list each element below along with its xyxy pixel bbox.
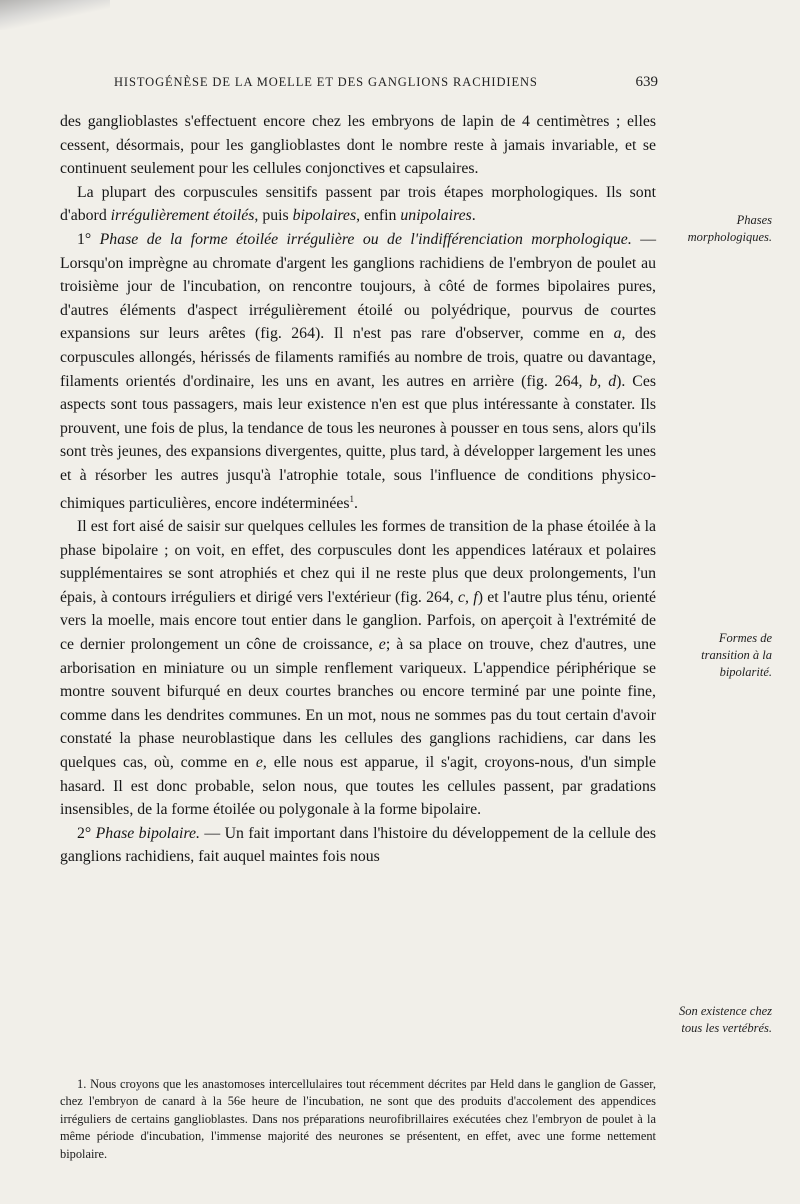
footnote <box>60 1076 656 1163</box>
running-head <box>62 75 658 95</box>
p3-section-title: Phase de la forme étoilée irrégulière ou de l'indifférenciation morphologique. <box>99 230 632 248</box>
p5-number: 2° <box>77 824 96 842</box>
p2-italic-d: bipolaires <box>292 207 357 225</box>
p2-text-c: , puis <box>254 207 293 225</box>
p3-text-f: . <box>354 494 358 512</box>
paragraph-3 <box>60 228 656 515</box>
paragraph-1: des ganglioblastes s'effectuent encore chez les embryons de lapin de 4 centimètres ; elles cessent, désormais, pour les ganglioblastes dont le nombre reste à jamais invariable, et se continuent seulement pour les cellules conjonctives et capsulaires. <box>60 113 656 178</box>
p4-italic-b: c, f <box>458 588 478 606</box>
page-number: 639 <box>635 74 658 90</box>
margin-note-transition: Formes de transition à la bipolarité. <box>701 631 772 679</box>
footnote-marker: 1. <box>77 1077 91 1091</box>
scan-corner-mark <box>0 0 110 30</box>
p4-italic-d: e <box>378 636 386 654</box>
p3-italic-d: b, d <box>589 372 617 390</box>
p5-text-a: — Un fait important dans l'histoire du développement de la cellule des ganglions rachidiens, fait auquel maintes fois nous <box>60 824 657 866</box>
p2-italic-b: irrégulièrement étoilés <box>110 207 255 225</box>
p3-number: 1° <box>77 230 100 248</box>
p5-section-title: Phase bipolaire. <box>95 824 200 842</box>
p3-italic-b: a <box>613 325 622 343</box>
p3-text-a: — Lorsqu'on imprègne au chromate d'argent les ganglions rachidiens de l'embryon de poulet au troisième jour de l'incubation, on rencontre toujours, à côté de formes bipolaires pures, d'autres éléments d'aspect irrégulièrement étoilé ou polyédrique, pourvus de courtes expansions sur leurs arêtes (fig. 264). Il n'est pas rare d'observer, comme en <box>60 230 657 343</box>
p2-italic-f: unipolaires <box>400 207 472 225</box>
main-text <box>60 110 656 869</box>
p4-text-a: Il est fort aisé de saisir sur quelques cellules les formes de transition de la phase étoilée à la phase bipolaire ; on voit, en effet, des corpuscules dont les appendices latéraux et polaires supplémentaires se sont atrophiés et chez qui il ne reste plus que deux prolongements, l'un épais, à contours irréguliers et dirigé vers l'extérieur (fig. 264, <box>60 518 656 606</box>
p3-text-e: ). Ces aspects sont tous passagers, mais leur existence n'en est que plus intéressante à constater. Ils prouvent, une fois de plus, la tendance de tous les neurones à pousser en tous sens, alors qu'ils sont très jeunes, des expansions divergentes, quitte, plus tard, à développer largement les unes et à résorber les autres jusqu'à l'atrophie totale, sous l'influence de conditions physico-chimiques particulières, encore indéterminées <box>60 372 656 512</box>
p3-text-c: , des corpuscules allongés, hérissés de filaments ramifiés au nombre de trois, quatre ou davantage, filaments orientés d'ordinaire, les uns en avant, les autres en arrière (fig. 264, <box>60 325 656 390</box>
p2-text-e: , enfin <box>356 207 401 225</box>
p4-text-g: , elle nous est apparue, il s'agit, croyons-nous, d'un simple hasard. Il est donc probable, selon nous, que toutes les cellules passent, par gradations insensibles, de la forme étoilée ou polygonale à la forme bipolaire. <box>60 754 657 819</box>
paragraph-4 <box>60 515 656 822</box>
margin-note-existence: Son existence chez tous les vertébrés. <box>678 1004 772 1035</box>
p2-text-a: La plupart des corpuscules sensitifs passent par trois étapes morphologiques. Ils sont d'abord <box>60 183 656 225</box>
footnote-reference: 1 <box>349 493 354 504</box>
paragraph-2 <box>60 181 656 228</box>
paragraph-5 <box>60 822 656 869</box>
p4-text-c: ) et l'autre plus ténu, orienté vers la moelle, mais encore tout entier dans le ganglion. Parfois, on aperçoit à l'extrémité de ce dernier prolongement un cône de croissance, <box>60 588 656 654</box>
margin-note-phases: Phases morphologiques. <box>687 213 772 244</box>
p2-text-g: . <box>471 207 476 225</box>
footnote-text: Nous croyons que les anastomoses intercellulaires tout récemment décrites par Held dans le ganglion de Gasser, chez l'embryon de canard à la 56e heure de l'incubation, ne sont que des produits d'accolement des appendices irréguliers de certains ganglioblastes. Dans nos préparations neurofibrillaires exécutées chez l'embryon de poulet à la même période d'incubation, l'immense majorité des neurones se présentent, en effet, avec une forme nettement bipolaire. <box>60 1077 656 1161</box>
p4-italic-f: e <box>255 754 263 772</box>
p4-text-e: ; à sa place on trouve, chez d'autres, une arborisation en miniature ou un simple renflement variqueux. L'appendice périphérique se montre souvent bifurqué en deux courtes branches ou encore terminé par une pointe fine, comme dans les dendrites communes. En un mot, nous ne sommes pas du tout certain d'avoir constaté la phase neuroblastique dans les cellules des ganglions rachidiens, car dans les quelques cas, où, comme en <box>60 636 656 772</box>
running-title: HISTOGÉNÈSE DE LA MOELLE ET DES GANGLIONS RACHIDIENS <box>114 75 538 89</box>
